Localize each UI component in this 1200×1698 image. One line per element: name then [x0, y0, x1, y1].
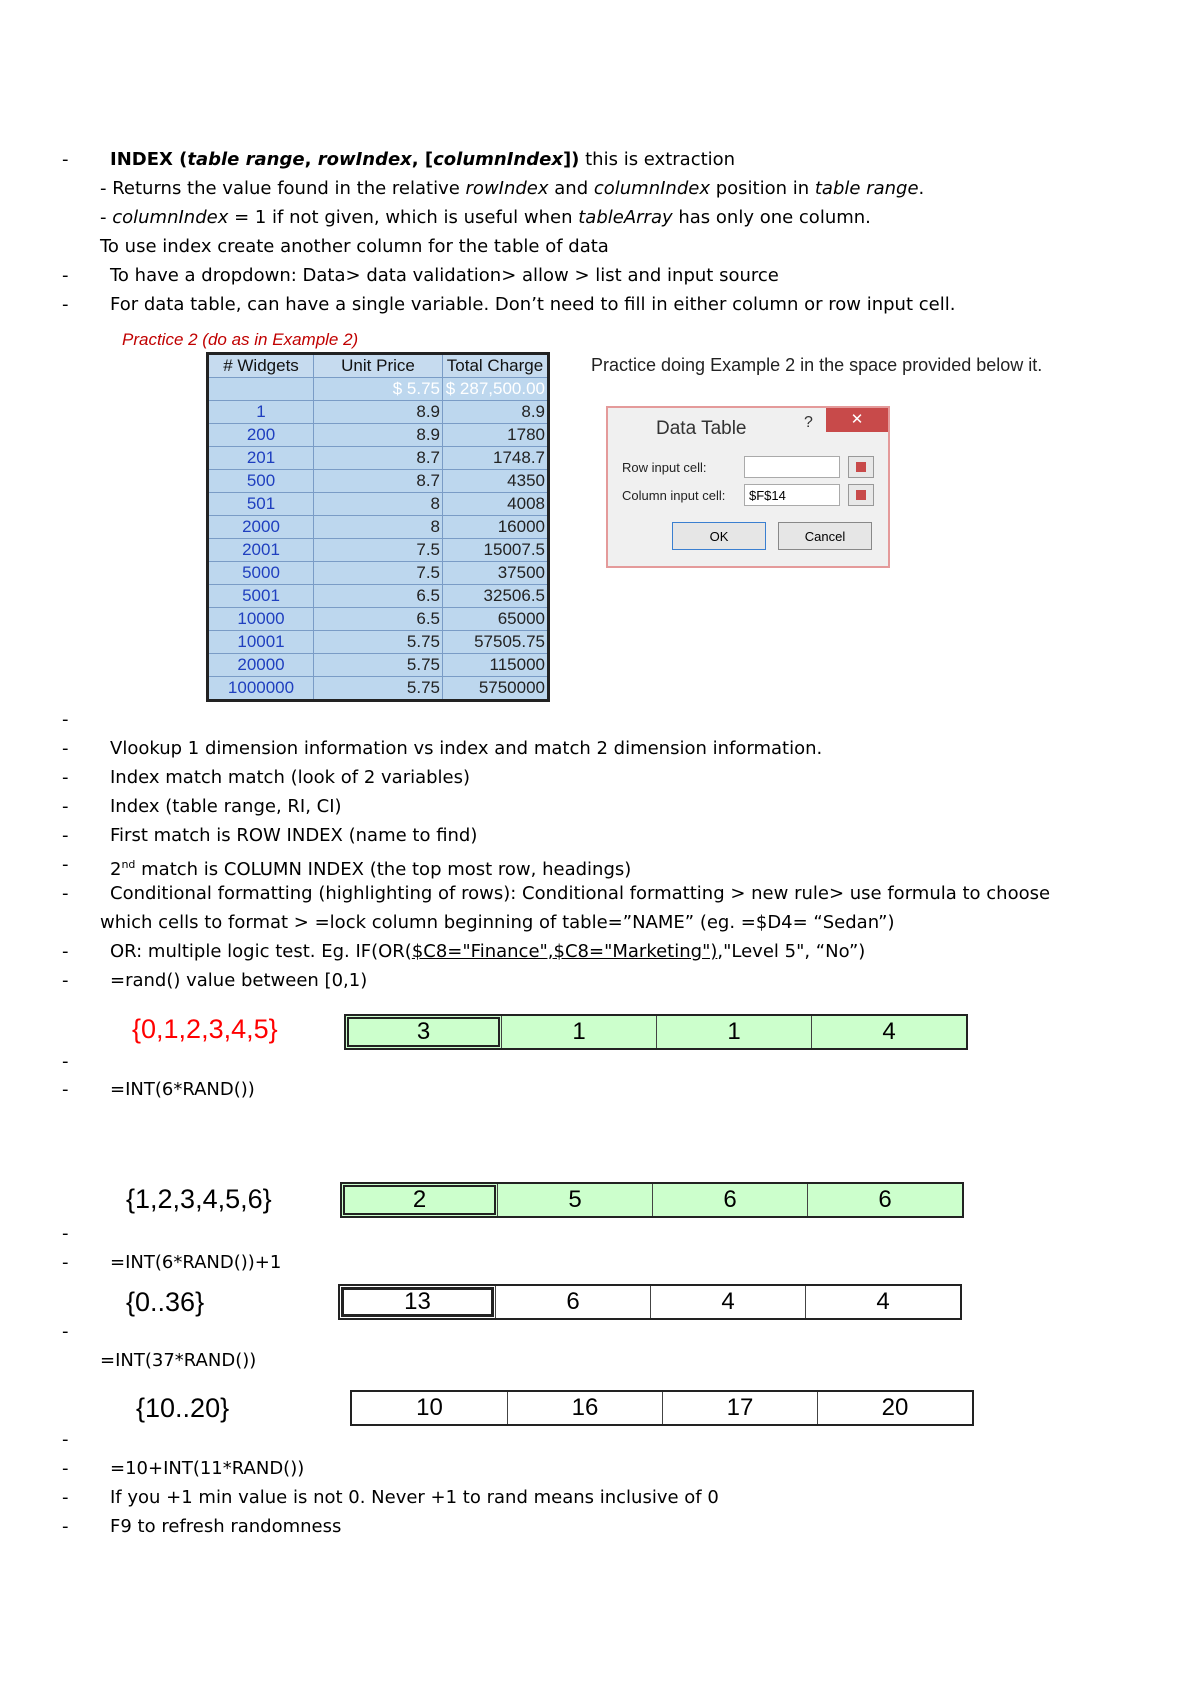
cell: 8.9	[314, 401, 443, 424]
cell: 37500	[443, 562, 549, 585]
bullet-dash: -	[62, 883, 69, 904]
close-button[interactable]: ✕	[826, 408, 888, 432]
set-label-0-36: {0..36}	[126, 1287, 205, 1317]
cell: 2000	[208, 516, 314, 539]
cell: 6.5	[314, 608, 443, 631]
note-dropdown: To have a dropdown: Data> data validation> allow > list and input source	[110, 265, 779, 286]
cell: 17	[662, 1392, 817, 1424]
cancel-button[interactable]: Cancel	[778, 522, 872, 550]
bullet-dash: -	[62, 1429, 69, 1450]
cell: 57505.75	[443, 631, 549, 654]
cell: 1748.7	[443, 447, 549, 470]
table-row-current	[208, 378, 549, 401]
header-unit-price: Unit Price	[314, 354, 443, 378]
cell: 8	[314, 493, 443, 516]
cell: 5001	[208, 585, 314, 608]
random-strip-3	[338, 1284, 962, 1320]
header-total-charge: Total Charge	[443, 354, 549, 378]
table-row	[208, 424, 549, 447]
cell: 16	[507, 1392, 662, 1424]
cell: 5.75	[314, 677, 443, 701]
formula-int-6-rand: =INT(6*RAND())	[110, 1079, 255, 1100]
bullet-dash: -	[62, 294, 69, 315]
note-index-args: Index (table range, RI, CI)	[110, 796, 342, 817]
cell: 115000	[443, 654, 549, 677]
set-label-10-20: {10..20}	[136, 1393, 230, 1423]
cell: 4008	[443, 493, 549, 516]
table-row	[208, 470, 549, 493]
note-index-column: To use index create another column for the table of data	[100, 236, 609, 257]
cell: 8.7	[314, 447, 443, 470]
note-rand: =rand() value between [0,1)	[110, 970, 368, 991]
ok-button[interactable]: OK	[672, 522, 766, 550]
practice-table	[206, 352, 550, 702]
bullet-dash: -	[62, 265, 69, 286]
cell: 1780	[443, 424, 549, 447]
cell: 8.7	[314, 470, 443, 493]
bullet-dash: -	[62, 1458, 69, 1479]
cell	[208, 378, 314, 401]
bullet-dash: -	[62, 1051, 69, 1072]
column-input-field[interactable]: $F$14	[744, 484, 840, 506]
cell: 2001	[208, 539, 314, 562]
bullet-dash: -	[62, 738, 69, 759]
cell: 4	[805, 1286, 960, 1318]
cell: 6	[807, 1184, 962, 1216]
bullet-dash: -	[62, 1516, 69, 1537]
header-widgets: # Widgets	[208, 354, 314, 378]
row-range-picker-icon[interactable]	[848, 456, 874, 478]
bullet-dash: -	[62, 1223, 69, 1244]
cell: 10001	[208, 631, 314, 654]
bullet-dash: -	[62, 941, 69, 962]
cell: 7.5	[314, 562, 443, 585]
table-header-row	[208, 354, 549, 378]
note-plus-one: If you +1 min value is not 0. Never +1 to rand means inclusive of 0	[110, 1487, 719, 1508]
formula-10-int-11-rand: =10+INT(11*RAND())	[110, 1458, 305, 1479]
cell: 8.9	[314, 424, 443, 447]
cell: 3	[346, 1016, 501, 1048]
cell: 16000	[443, 516, 549, 539]
cell: 6	[495, 1286, 650, 1318]
table-row	[208, 516, 549, 539]
set-label-0-5: {0,1,2,3,4,5}	[132, 1014, 278, 1044]
cell: 65000	[443, 608, 549, 631]
bullet-dash: -	[62, 1252, 69, 1273]
bullet-dash: -	[62, 854, 69, 875]
cell: 200	[208, 424, 314, 447]
help-icon[interactable]: ?	[804, 414, 813, 431]
bullet-dash: -	[62, 1321, 69, 1342]
cell: 1000000	[208, 677, 314, 701]
set-label-1-6: {1,2,3,4,5,6}	[126, 1184, 272, 1214]
cell: 2	[342, 1184, 497, 1216]
note-vlookup: Vlookup 1 dimension information vs index and match 2 dimension information.	[110, 738, 823, 759]
random-strip-4	[350, 1390, 974, 1426]
cell: 6.5	[314, 585, 443, 608]
cell: 500	[208, 470, 314, 493]
cell: 10	[416, 1394, 443, 1421]
note-f9-refresh: F9 to refresh randomness	[110, 1516, 342, 1537]
bullet-dash: -	[62, 149, 69, 170]
formula-int-37-rand: =INT(37*RAND())	[100, 1350, 257, 1371]
bullet-dash: -	[62, 1487, 69, 1508]
bullet-dash: -	[62, 796, 69, 817]
cell: 4350	[443, 470, 549, 493]
row-input-label: Row input cell:	[622, 460, 707, 475]
random-strip-2	[340, 1182, 964, 1218]
practice-note: Practice doing Example 2 in the space provided below it.	[591, 355, 1043, 375]
column-range-picker-icon[interactable]	[848, 484, 874, 506]
row-input-field[interactable]	[744, 456, 840, 478]
cell: 1	[208, 401, 314, 424]
table-row	[208, 562, 549, 585]
cell: 8.9	[443, 401, 549, 424]
table-row	[208, 677, 549, 701]
cell: $ 287,500.00	[443, 378, 549, 401]
note-index-returns: - Returns the value found in the relative rowIndex and columnIndex position in table range.	[100, 178, 925, 199]
cell: 201	[208, 447, 314, 470]
random-strip-1	[344, 1014, 968, 1050]
note-conditional-formatting-cont: which cells to format > =lock column beginning of table=”NAME” (eg. =$D4= “Sedan”)	[100, 912, 895, 933]
bullet-dash: -	[62, 767, 69, 788]
note-data-table: For data table, can have a single variable. Don’t need to fill in either column or row input cell.	[110, 294, 956, 315]
table-row	[208, 608, 549, 631]
cell: 32506.5	[443, 585, 549, 608]
cell: 20000	[208, 654, 314, 677]
cell: 501	[208, 493, 314, 516]
bullet-dash: -	[62, 709, 69, 730]
cell: 4	[650, 1286, 805, 1318]
cell: 13	[340, 1286, 495, 1318]
data-table-dialog	[606, 406, 890, 568]
bullet-dash: -	[62, 1079, 69, 1100]
note-first-match: First match is ROW INDEX (name to find)	[110, 825, 478, 846]
practice-title: Practice 2 (do as in Example 2)	[122, 330, 359, 349]
cell: 5750000	[443, 677, 549, 701]
cell: 4	[811, 1016, 966, 1048]
dialog-title: Data Table	[656, 418, 747, 439]
table-row	[208, 447, 549, 470]
note-conditional-formatting: Conditional formatting (highlighting of rows): Conditional formatting > new rule> use formula to choose	[110, 883, 1051, 904]
note-index-syntax: INDEX (table range, rowIndex, [columnIndex]) this is extraction	[110, 149, 736, 170]
cell: $ 5.75	[314, 378, 443, 401]
cell: 5000	[208, 562, 314, 585]
formula-int-6-rand-plus1: =INT(6*RAND())+1	[110, 1252, 282, 1273]
cell: 20	[817, 1392, 972, 1424]
note-second-match: 2nd match is COLUMN INDEX (the top most row, headings)	[110, 858, 632, 880]
table-row	[208, 539, 549, 562]
table-row	[208, 401, 549, 424]
cell: 5	[497, 1184, 652, 1216]
cell: 15007.5	[443, 539, 549, 562]
cell: 5.75	[314, 654, 443, 677]
table-row	[208, 585, 549, 608]
cell: 7.5	[314, 539, 443, 562]
table-row	[208, 493, 549, 516]
bullet-dash: -	[62, 825, 69, 846]
table-row	[208, 654, 549, 677]
cell: 6	[652, 1184, 807, 1216]
cell: 1	[656, 1016, 811, 1048]
note-or-logic: OR: multiple logic test. Eg. IF(OR($C8="Finance",$C8="Marketing"),"Level 5", “No”)	[110, 941, 866, 962]
note-index-match-match: Index match match (look of 2 variables)	[110, 767, 471, 788]
note-column-index: - columnIndex = 1 if not given, which is useful when tableArray has only one column.	[100, 207, 871, 228]
cell: 5.75	[314, 631, 443, 654]
bullet-dash: -	[62, 970, 69, 991]
cell: 10000	[208, 608, 314, 631]
table-row	[208, 631, 549, 654]
cell: 1	[501, 1016, 656, 1048]
column-input-label: Column input cell:	[622, 488, 726, 503]
cell: 8	[314, 516, 443, 539]
